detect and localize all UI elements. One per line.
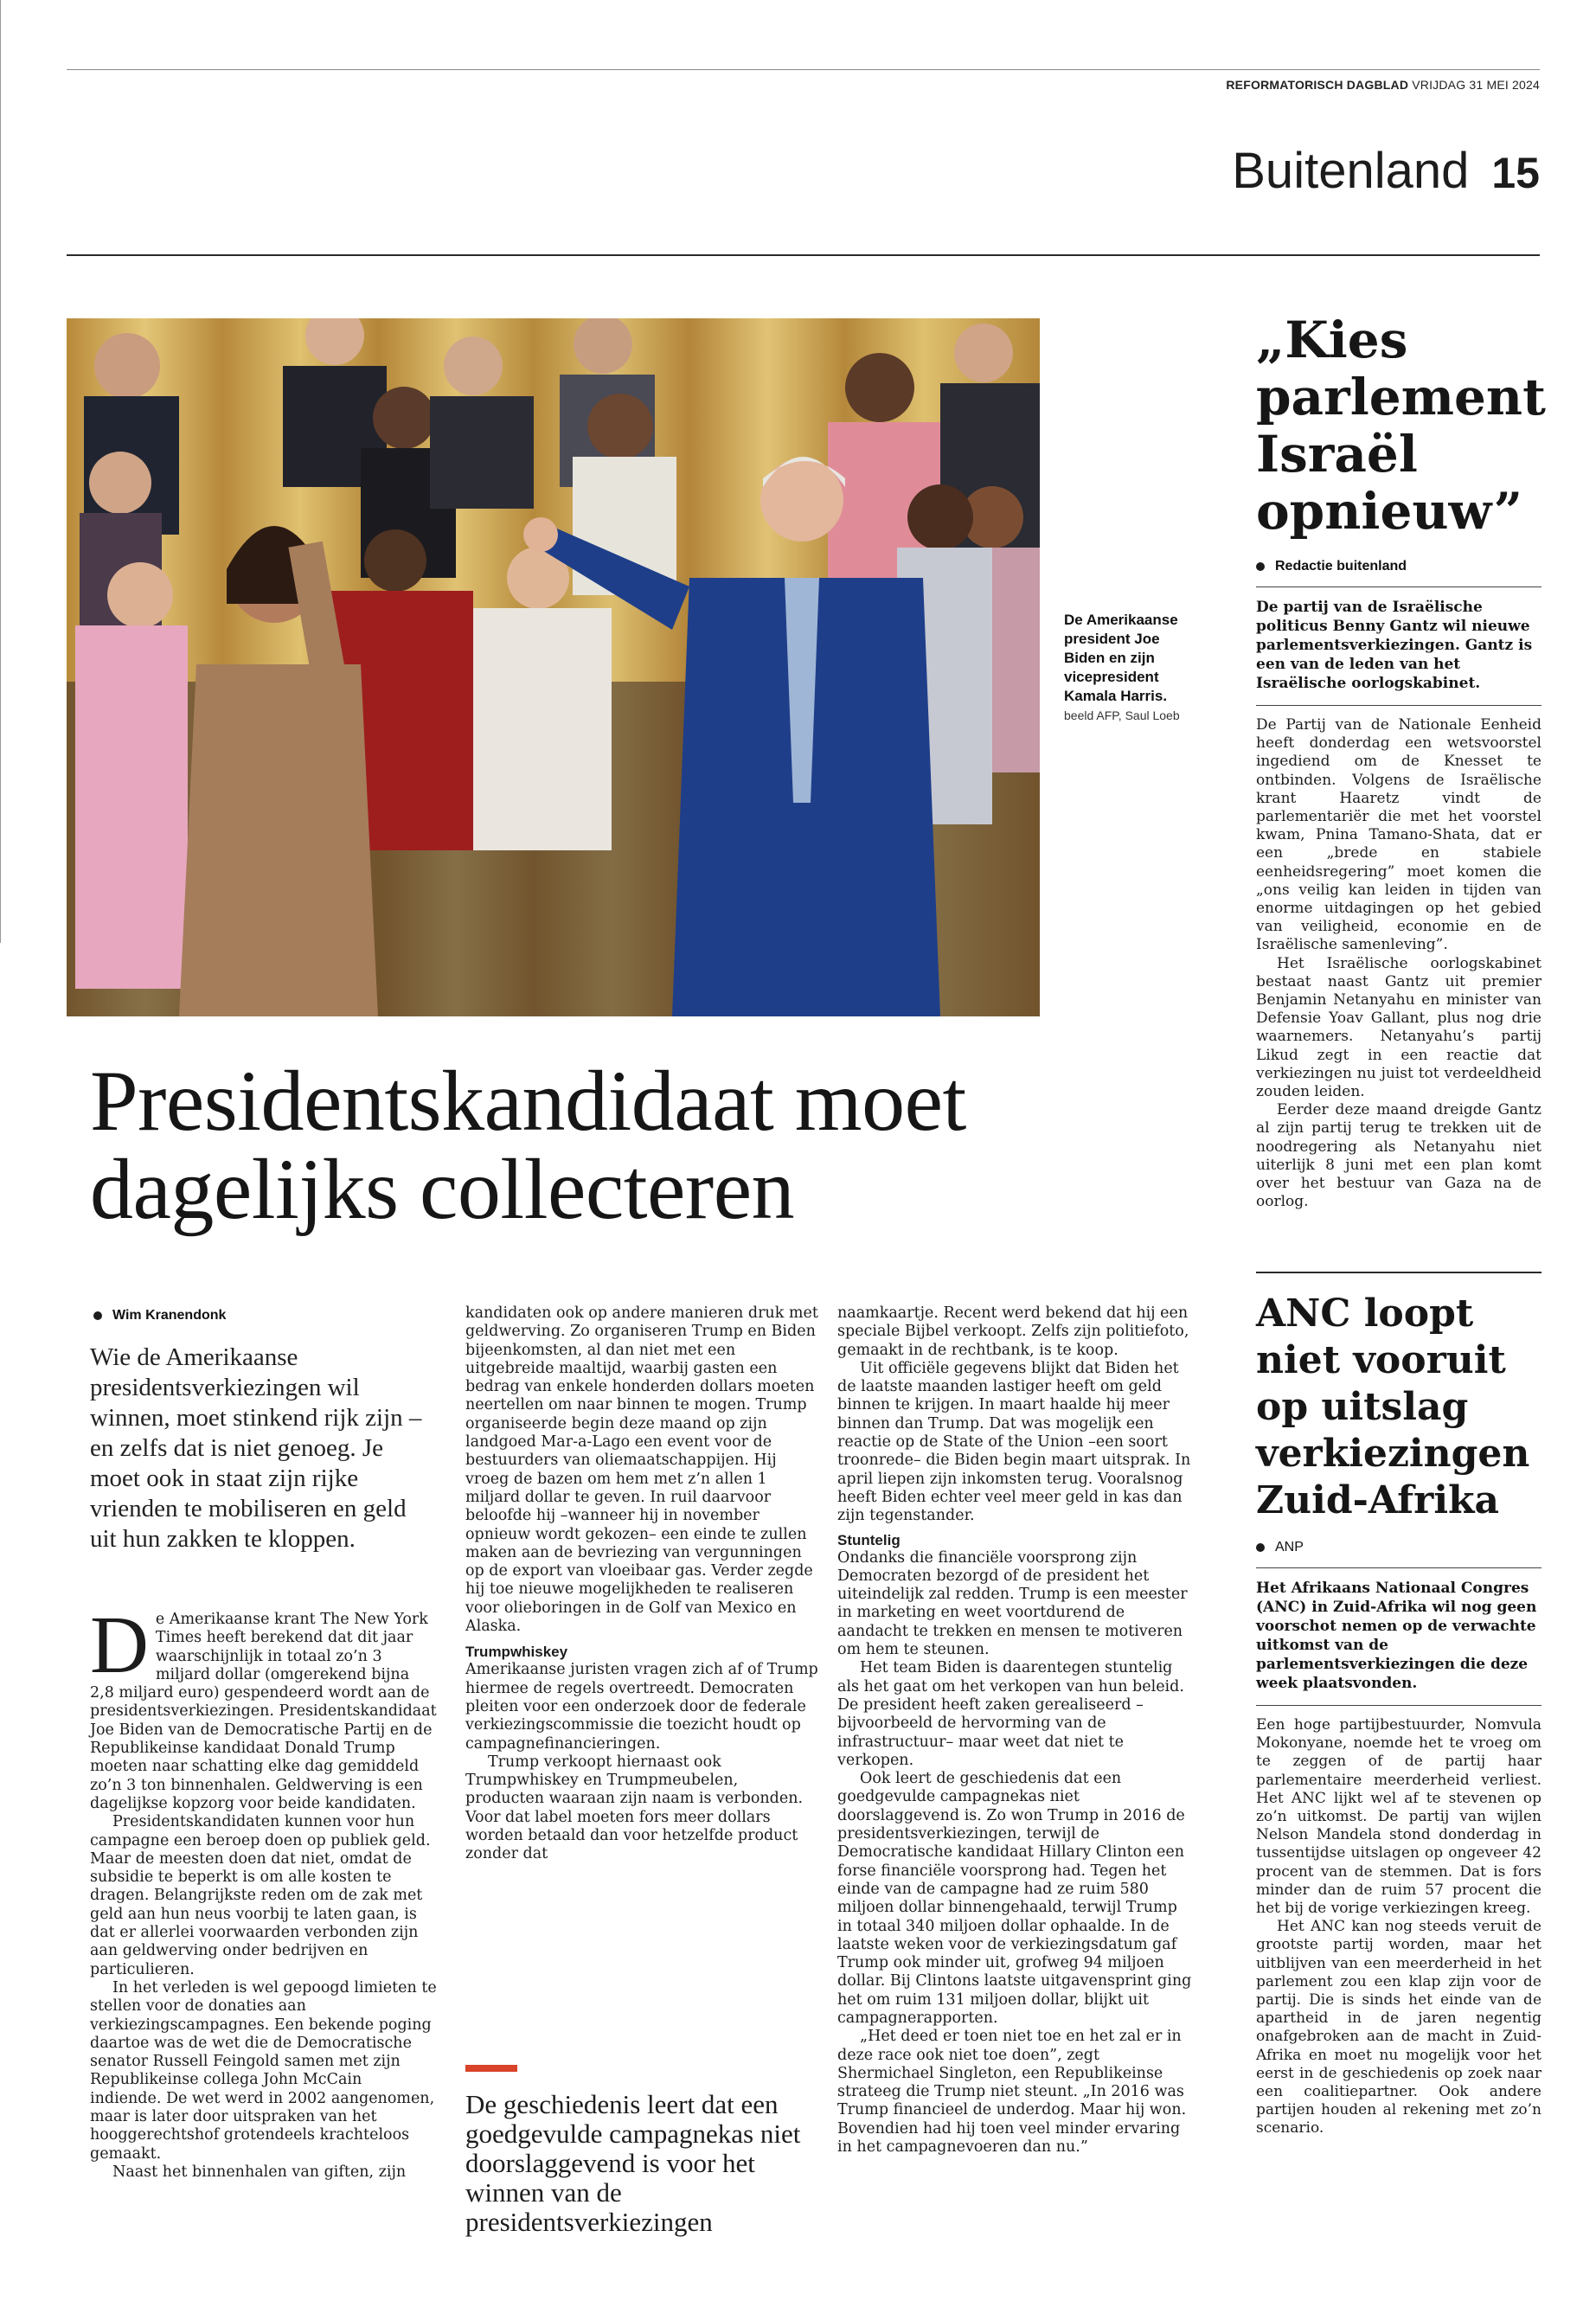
section-rule	[67, 254, 1540, 256]
column-divider	[0, 0, 1, 943]
photo-credit: beeld AFP, Saul Loeb	[1064, 708, 1180, 722]
paragraph: De Partij van de Nationale Eenheid heeft donderdag een wetsvoorstel ingediend om de Knesset te ontbinden. Volgens de Israëlische krant Haaretz vindt de parlementariër die met het voorstel kwam, Pnina Tamano-Shata, dat er een „brede en stabiele eenheidsregering” moet komen die „ons veilig kan leiden in tijden van enorme uitdagingen op het gebied van veiligheid, economie en de Israëlische samenleving”.	[1256, 716, 1542, 954]
photo-illustration	[67, 318, 1040, 1016]
paragraph: Uit officiële gegevens blijkt dat Biden het de laatste maanden lastiger heeft om geld binnen te krijgen. In maart haalde hij meer binnen dan Trump. Dat was mogelijk een reactie op de State of the Union –een soort troonrede– die Biden begin maart uitsprak. In april liepen zijn inkomsten terug. Vooralsnog heeft Biden echter veel meer geld in kas dan zijn tegenstander.	[837, 1359, 1191, 1525]
paragraph: Naast het binnenhalen van giften, zijn	[112, 2163, 407, 2181]
page-number: 15	[1491, 149, 1540, 197]
headline-line-2: dagelijks collecteren	[90, 1141, 795, 1237]
sidebar-body	[1256, 716, 1542, 1211]
pullquote-accent	[465, 2065, 517, 2072]
issue-date: VRIJDAG 31 MEI 2024	[1412, 78, 1540, 92]
sidebar-separator	[1256, 1272, 1542, 1273]
sidebar-lead: Het Afrikaans Nationaal Congres (ANC) in Zuid-Afrika wil nog geen voorschot nemen op de verwachte uitkomst van de parlementsverkiezingen die deze week plaatsvonden.	[1256, 1580, 1537, 1692]
paragraph: Ondanks die financiële voorsprong zijn Democraten bezorgd of de president het uiteindelijk zal redden. Trump is een meester in marketing en weet voortdurend de aandacht te trekken en mensen te motiveren om hem te steunen.	[837, 1548, 1188, 1659]
sidebar-story-anc	[1256, 1291, 1542, 2138]
photo-caption	[1064, 611, 1194, 725]
paragraph: „Het deed er toen niet toe en het zal er in deze race ook niet toe doen”, zegt Shermichael Singleton, een Republikeinse strateeg die Trump niet steunt. „In 2016 was Trump financieel de underdog. Maar hij won. Bovendien had hij toen veel minder ervaring in het campagnevoeren dan nu.”	[837, 2028, 1187, 2157]
paragraph: Presidentskandidaten kunnen voor hun campagne een beroep doen op publiek geld. Maar de meesten doen dat niet, omdat de subsidie te beperkt is om alle kosten te dragen. Belangrijkste reden om de zak met geld aan hun neus voorbij te laten gaan, is dat er allerlei voorwaarden verbonden zijn aan geldwerving onder bedrijven en particulieren.	[90, 1813, 431, 1978]
article-intro: Wie de Amerikaanse presidentsverkiezingen wil winnen, moet stinkend rijk zijn – en zelfs dat is niet genoeg. Je moet ook in staat zijn rijke vrienden te mobiliseren en geld uit hun zakken te kloppen.	[90, 1343, 422, 1553]
section-name: Buitenland	[1232, 143, 1470, 199]
paragraph: Het team Biden is daarentegen stuntelig als het gaat om het verkopen van hun beleid. De president heeft zaken gerealiseerd –bijvoorbeeld de hervorming van de infrastructuur– maar weet dat niet te verkopen.	[837, 1659, 1184, 1769]
paragraph: Ook leert de geschiedenis dat een goedgevulde campagnekas niet doorslaggevend is. Zo won Trump in 2016 de presidentsverkiezingen, terwijl de Democratische kandidaat Hillary Clinton een forse financiële voorsprong had. Tegen het einde van de campagne had ze ruim 580 miljoen dollar binnengehaald, terwijl Trump in totaal 340 miljoen dollar ophaalde. In de laatste weken voor de verkiezingsdatum gaf Trump ook minder uit, grofweg 94 miljoen dollar. Bij Clintons laatste uitgavensprint ging het om ruim 131 miljoen dollar, blijkt uit campagnerapporten.	[837, 1770, 1192, 2027]
top-rule	[67, 69, 1540, 70]
article-column-2	[465, 1304, 820, 1864]
paragraph: naamkaartje. Recent werd bekend dat hij een speciale Bijbel verkoopt. Zelfs zijn politiefoto, gemaakt in de rechtbank, is te koop.	[837, 1304, 1189, 1359]
subheading: Stuntelig	[837, 1531, 901, 1548]
paragraph: kandidaten ook op andere manieren druk met geldwerving. Zo organiseren Trump en Biden bijeenkomsten, al dan niet met een uitgebreide maaltijd, waarbij gasten een bedrag van enkele honderden dollars moeten neertellen om naar binnen te mogen. Trump organiseerde begin deze maand op zijn landgoed Mar-a-Lago een event voor de bestuurders van oliemaatschappijen. Hij vroeg de bazen om hem met z’n allen 1 miljard dollar te geven. In ruil daarvoor beloofde hij –wanneer hij in november opnieuw wordt gekozen– een einde te zullen maken aan de bevriezing van vergunningen op de export van vloeibaar gas. Verder zegde hij toe nieuwe mogelijkheden te realiseren voor olieboringen in de Golf van Mexico en Alaska.	[465, 1304, 818, 1636]
article-headline	[90, 1053, 1111, 1237]
paragraph: Amerikaanse juristen vragen zich af of Trump hiermee de regels overtreedt. Democraten pleiten voor een onderzoek door de federale verkiezingscommissie die toezicht houdt op campagnefinancieringen.	[465, 1661, 818, 1753]
news-photo	[67, 318, 1040, 1016]
sidebar-byline	[1256, 1540, 1542, 1555]
sidebar-body	[1256, 1716, 1542, 2138]
article-column-3	[837, 1304, 1194, 2157]
byline-dot	[93, 1311, 102, 1320]
byline-dot	[1256, 562, 1265, 571]
paragraph: Trump verkoopt hiernaast ook Trumpwhiskey en Trumpmeubelen, producten waaraan zijn naam is verbonden. Voor dat label moeten fors meer dollars worden betaald dan voor hetzelfde product zonder dat	[465, 1753, 804, 1863]
article-byline	[93, 1308, 226, 1324]
subheading: Trumpwhiskey	[465, 1644, 568, 1661]
paragraph: Het ANC kan nog steeds veruit de grootste partij worden, maar het uitblijven van een meerderheid in het parlement zou een klap zijn voor de partij. Die is sinds het einde van de apartheid in de jaren negentig onafgebroken aan de macht in Zuid-Afrika en moet nu mogelijk voor het eerst in de geschiedenis op zoek naar een coalitiepartner. Ook andere partijen houden al rekening met zo’n scenario.	[1256, 1918, 1542, 2138]
paragraph: Eerder deze maand dreigde Gantz al zijn partij terug te trekken uit de noodregering als Netanyahu niet uiterlijk 8 juni met een plan komt over het bestuur van Gaza na de oorlog.	[1256, 1101, 1542, 1211]
pullquote: De geschiedenis leert dat een goedgevulde campagnekas niet doorslaggevend is voor het winnen van de presidentsverkiezingen	[465, 2089, 801, 2237]
lead-rule	[1256, 705, 1542, 706]
paragraph: In het verleden is wel gepoogd limieten te stellen voor de donaties aan verkiezingscampagnes. Een bekende poging daartoe was de wet die de Democratische senator Russell Feingold samen met zijn Republikeinse collega John McCain indiende. De wet werd in 2002 aangenomen, maar is later door uitspraken van het hooggerechtshof grotendeels krachteloos gemaakt.	[90, 1978, 437, 2163]
sidebar-headline: ANC loopt niet vooruit op uitslag verkiezingen Zuid-Afrika	[1256, 1292, 1530, 1522]
paper-name: REFORMATORISCH DAGBLAD	[1226, 78, 1409, 92]
paragraph: Het Israëlische oorlogskabinet bestaat naast Gantz uit premier Benjamin Netanyahu en minister van Defensie Yoav Gallant, plus nog drie waarnemers. Netanyahu’s partij Likud zegt in een reactie dat verkiezingen nu juist tot verdeeldheid zouden leiden.	[1256, 954, 1542, 1101]
headline-line-1: Presidentskandidaat moet	[90, 1053, 966, 1149]
sidebar-lead: De partij van de Israëlische politicus Benny Gantz wil nieuwe parlementsverkiezingen. Gantz is een van de leden van het Israëlische oorlogskabinet.	[1256, 599, 1533, 692]
byline-rule	[1256, 586, 1542, 587]
byline-author: ANP	[1275, 1540, 1304, 1554]
paragraph: De Amerikaanse krant The New York Times heeft berekend dat dit jaar waarschijnlijk in totaal zo’n 3 miljard dollar (omgerekend bijna 2,8 miljard euro) gespendeerd wordt aan de presidentsverkiezingen. Presidentskandidaat Joe Biden van de Democratische Partij en de Republikeinse kandidaat Donald Trump moeten naar schatting elke dag gemiddeld zo’n 3 ton binnenhalen. Geldwerving is een dagelijkse kopzorg voor beide kandidaten.	[90, 1600, 437, 1812]
lead-rule	[1256, 1705, 1542, 1706]
section-header	[1232, 142, 1540, 200]
byline-author: Redactie buitenland	[1275, 559, 1407, 574]
sidebar-byline	[1256, 559, 1542, 574]
byline-rule	[1256, 1567, 1542, 1568]
sidebar-story-israel	[1256, 311, 1546, 1211]
masthead	[67, 78, 1540, 92]
paragraph: Een hoge partijbestuurder, Nomvula Mokonyane, noemde het te vroeg om te zeggen of de partij haar parlementaire meerderheid verliest. Het ANC lijkt wel af te stevenen op zo’n uitkomst. De partij van wijlen Nelson Mandela stond donderdag in tussentijdse uitslagen op ongeveer 42 procent van de stemmen. Dat is fors minder dan de ruim 57 procent die het bij de vorige verkiezingen kreeg.	[1256, 1716, 1542, 1918]
article-column-1	[90, 1600, 438, 2182]
byline-dot	[1256, 1543, 1265, 1552]
caption-text: De Amerikaanse president Joe Biden en zijn vicepresident Kamala Harris.	[1064, 612, 1178, 704]
byline-author: Wim Kranendonk	[112, 1308, 227, 1323]
sidebar-headline: „Kies parlement Israël opnieuw”	[1256, 311, 1546, 541]
